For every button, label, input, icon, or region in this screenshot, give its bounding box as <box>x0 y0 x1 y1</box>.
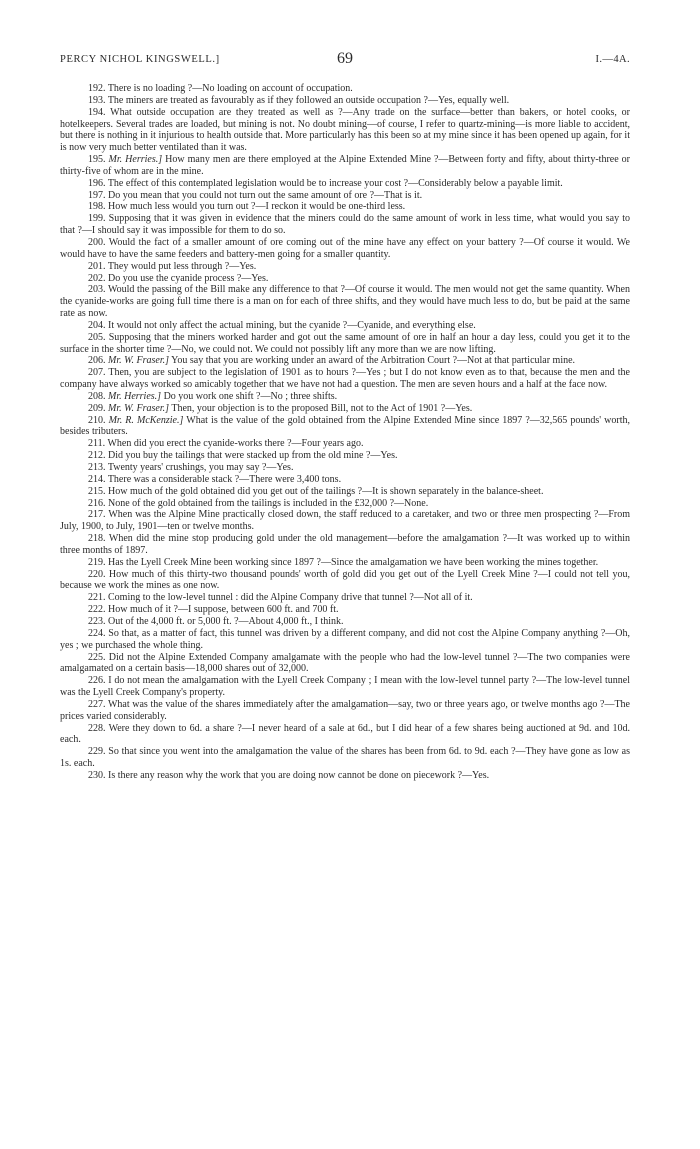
question-text: Supposing that it was given in evidence that the miners could do the same amount of work in less time, what would you say to that ?—I should say it was impossible for them to do so. <box>60 213 631 237</box>
question-paragraph <box>60 403 630 415</box>
question-text: How much less would you turn out ?—I reckon it would be one-third less. <box>108 201 406 213</box>
question-text: What outside occupation are they treated as well as ?—Any trade on the surface—better than bakers, or hotel cooks, or hotelkeepers. Several trades are loaded, but mining is not. No doubt mining—of course, I refer to quartz-mining—is more liable to accident, but there is nothing in it injurious to health outside that. More particularly has this been so at my mine since it has been opened up again, for it is now very much better ventilated than it was. <box>60 106 630 154</box>
question-number: 204. <box>88 319 106 331</box>
question-paragraph <box>60 628 630 652</box>
question-paragraph <box>60 367 630 391</box>
question-number: 205. <box>88 331 106 343</box>
question-text: Twenty years' crushings, you may say ?—Yes. <box>107 462 294 473</box>
question-text: How many men are there employed at the Alpine Extended Mine ?—Between forty and fifty, about thirty-three or thirty-five of whom are in the mine. <box>60 154 631 177</box>
question-number: 223. <box>88 615 106 627</box>
question-number: 207. <box>88 367 106 379</box>
question-paragraph <box>60 237 630 261</box>
question-text: So that, as a matter of fact, this tunnel was driven by a different company, and did not cost the Alpine Company anything ?—Oh, yes ; we purchased the whole thing. <box>60 627 630 651</box>
question-paragraph <box>60 569 630 593</box>
question-number: 203. <box>88 284 106 296</box>
question-paragraph <box>60 509 630 533</box>
question-number: 197. <box>88 189 106 201</box>
question-text: I do not mean the amalgamation with the Lyell Creek Company ; I mean with the low-level tunnel party ?—The low-level tunnel was the Lyell Creek Company's property. <box>60 675 630 699</box>
question-number: 210. <box>88 414 106 426</box>
question-paragraph <box>60 450 630 462</box>
question-number: 194. <box>88 106 106 118</box>
question-text: Did you buy the tailings that were stacked up from the old mine ?—Yes. <box>108 450 398 462</box>
question-number: 230. <box>88 769 106 781</box>
question-text: How much of it ?—I suppose, between 600 ft. and 700 ft. <box>108 604 339 616</box>
question-number: 212. <box>88 450 106 462</box>
question-paragraph <box>60 355 630 367</box>
question-paragraph <box>60 320 630 332</box>
question-text: When was the Alpine Mine practically closed down, the staff reduced to a caretaker, and two or three men prospecting ?—From July, 1900, to July, 1901—ten or twelve months. <box>60 509 630 533</box>
speaker-name: Mr. W. Fraser.] <box>108 355 170 367</box>
question-text: Would the fact of a smaller amount of ore coming out of the mine have any effect on your battery ?—Of course it would. We would have to have the same feeders and battery-men going for a smaller quantity. <box>60 236 630 260</box>
question-number: 201. <box>88 260 106 272</box>
question-number: 226. <box>88 675 106 687</box>
question-number: 218. <box>88 533 106 545</box>
question-number: 216. <box>88 497 106 509</box>
question-number: 219. <box>88 556 106 568</box>
question-text: Has the Lyell Creek Mine been working since 1897 ?—Since the amalgamation we have been working the mines together. <box>108 556 599 568</box>
question-text: What was the value of the shares immediately after the amalgamation—say, two or three years ago, or twelve months ago ?—The prices varied considerably. <box>60 698 630 722</box>
question-text: Were they down to 6d. a share ?—I never heard of a sale at 6d., but I did hear of a few shares being auctioned at 9d. and 10d. each. <box>60 722 630 746</box>
question-text: There is no loading ?—No loading on account of occupation. <box>107 83 353 94</box>
question-text: Did not the Alpine Extended Company amalgamate with the people who had the low-level tunnel ?—The two companies were amalgamated on a certain basis—18,000 shares out of 32,000. <box>60 651 630 675</box>
question-paragraph <box>60 557 630 569</box>
question-number: 200. <box>88 236 106 248</box>
question-paragraph <box>60 107 630 154</box>
question-paragraph <box>60 201 630 213</box>
question-number: 215. <box>88 485 106 497</box>
speaker-name: Mr. Herries.] <box>108 390 162 402</box>
question-paragraph <box>60 770 630 782</box>
question-paragraph <box>60 415 630 439</box>
speaker-name: Mr. R. McKenzie.] <box>108 414 184 426</box>
question-paragraph <box>60 498 630 510</box>
question-number: 214. <box>88 473 106 485</box>
document-reference: I.—4A. <box>595 54 630 65</box>
question-number: 222. <box>88 604 106 616</box>
question-number: 195. <box>88 154 106 166</box>
question-text: Supposing that the miners worked harder and got out the same amount of ore in half an hour a day less, could you get it to the surface in the shorter time ?—No, we could not. We could not possibly lift any more than we are now lifting. <box>60 331 630 355</box>
question-text: What is the value of the gold obtained from the Alpine Extended Mine since 1897 ?—32,565 pounds' worth, besides tributers. <box>60 414 630 438</box>
question-number: 211. <box>88 438 106 450</box>
question-text: Do you use the cyanide process ?—Yes. <box>108 272 269 284</box>
question-number: 228. <box>88 722 106 734</box>
question-text: There was a considerable stack ?—There were 3,400 tons. <box>107 473 342 485</box>
question-text: None of the gold obtained from the tailings is included in the £32,000 ?—None. <box>108 497 429 509</box>
question-text: So that since you went into the amalgamation the value of the shares has been from 6d. to 9d. each ?—They have gone as low as 1s. each. <box>60 746 631 770</box>
speaker-name: Mr. W. Fraser.] <box>108 402 170 414</box>
question-number: 209. <box>88 402 106 414</box>
question-number: 213. <box>88 462 106 473</box>
question-paragraph <box>60 273 630 285</box>
page-number: 69 <box>337 50 353 67</box>
question-paragraph <box>60 261 630 273</box>
question-number: 221. <box>88 592 106 604</box>
question-number: 198. <box>88 201 106 213</box>
question-number: 192. <box>88 83 106 94</box>
question-text: The miners are treated as favourably as if they followed an outside occupation ?—Yes, equally well. <box>107 94 510 106</box>
question-number: 220. <box>88 568 106 580</box>
question-text: Do you mean that you could not turn out the same amount of ore ?—That is it. <box>108 189 423 201</box>
question-text: How much of the gold obtained did you get out of the tailings ?—It is shown separately in the balance-sheet. <box>108 485 544 497</box>
question-text: Out of the 4,000 ft. or 5,000 ft. ?—About 4,000 ft., I think. <box>108 615 344 627</box>
speaker-name: Mr. Herries.] <box>108 154 163 166</box>
question-number: 224. <box>88 627 106 639</box>
question-paragraph <box>60 213 630 237</box>
question-paragraph <box>60 474 630 486</box>
question-paragraph <box>60 486 630 498</box>
question-paragraph <box>60 533 630 557</box>
page-header <box>60 52 630 70</box>
question-text: How much of this thirty-two thousand pounds' worth of gold did you get out of the Lyell Creek Mine ?—I could not tell you, because we work the mines as one now. <box>60 568 630 592</box>
question-text: They would put less through ?—Yes. <box>107 260 257 272</box>
question-number: 225. <box>88 651 106 663</box>
question-paragraph <box>60 699 630 723</box>
question-paragraph <box>60 746 630 770</box>
question-number: 217. <box>88 509 106 521</box>
question-paragraph <box>60 190 630 202</box>
witness-name: PERCY NICHOL KINGSWELL.] <box>60 54 220 65</box>
question-number: 227. <box>88 698 106 710</box>
question-paragraph <box>60 616 630 628</box>
question-paragraph <box>60 332 630 356</box>
question-text: When did the mine stop producing gold under the old management—before the amalgamation ?—It was worked up to within three months of 1897. <box>60 533 630 556</box>
question-number: 208. <box>88 390 106 402</box>
question-text: When did you erect the cyanide-works there ?—Four years ago. <box>107 438 364 450</box>
question-number: 206. <box>88 355 106 367</box>
question-number: 229. <box>88 746 106 758</box>
testimony-body <box>60 83 630 782</box>
question-paragraph <box>60 462 630 474</box>
question-paragraph <box>60 178 630 190</box>
question-text: You say that you are working under an award of the Arbitration Court ?—Not at that particular mine. <box>171 355 576 367</box>
question-paragraph <box>60 438 630 450</box>
question-paragraph <box>60 154 630 178</box>
question-text: Then, your objection is to the proposed Bill, not to the Act of 1901 ?—Yes. <box>171 402 473 414</box>
question-paragraph <box>60 592 630 604</box>
question-paragraph <box>60 95 630 107</box>
question-number: 202. <box>88 272 106 284</box>
question-text: Coming to the low-level tunnel : did the Alpine Company drive that tunnel ?—Not all of it. <box>108 592 473 604</box>
question-text: Would the passing of the Bill make any difference to that ?—Of course it would. The men would not get the same quantity. When the cyanide-works are going full time there is a man on for each of three shifts, and they would have much less to do, but be paid at the same rate as now. <box>60 284 630 320</box>
question-text: It would not only affect the actual mining, but the cyanide ?—Cyanide, and everything else. <box>108 319 476 331</box>
question-paragraph <box>60 723 630 747</box>
question-text: Is there any reason why the work that you are doing now cannot be done on piecework ?—Yes. <box>108 769 490 781</box>
question-number: 193. <box>88 94 106 106</box>
question-paragraph <box>60 604 630 616</box>
question-text: Do you work one shift ?—No ; three shifts. <box>163 390 338 402</box>
question-number: 199. <box>88 213 106 225</box>
question-text: The effect of this contemplated legislation would be to increase your cost ?—Considerably below a payable limit. <box>107 177 563 189</box>
question-paragraph <box>60 652 630 676</box>
question-paragraph <box>60 391 630 403</box>
question-text: Then, you are subject to the legislation of 1901 as to hours ?—Yes ; but I do not know even as to that, because the men and the company have always worked so amicably together that we have not had a question. The men are seven hours and a half at the face now. <box>60 367 630 391</box>
question-paragraph <box>60 284 630 320</box>
question-paragraph <box>60 675 630 699</box>
question-paragraph <box>60 83 630 95</box>
question-number: 196. <box>88 177 106 189</box>
